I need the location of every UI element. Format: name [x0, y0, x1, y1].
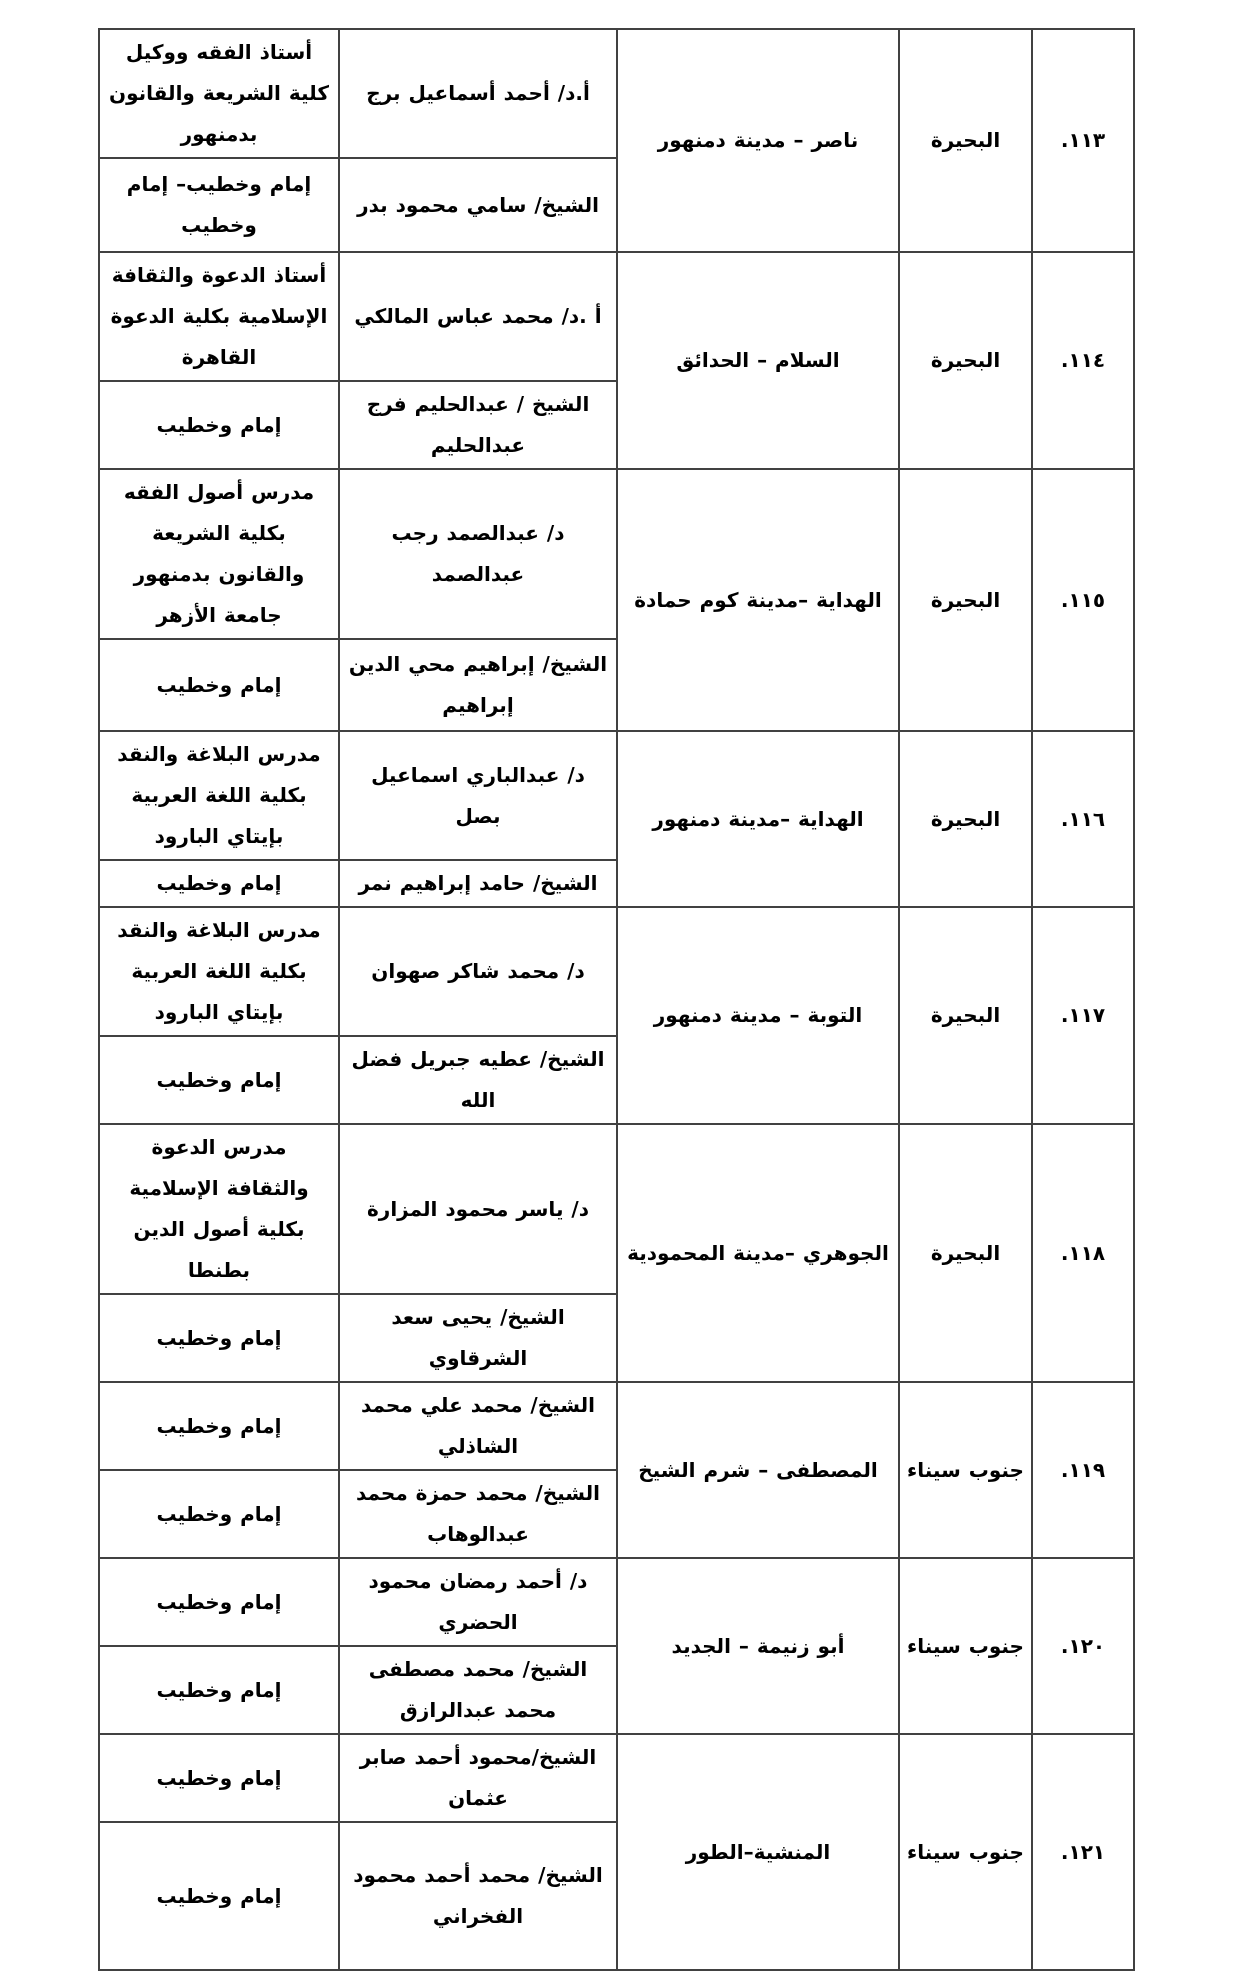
imam-name-cell: الشيخ/ محمد علي محمد الشاذلي: [339, 1382, 617, 1470]
governorate-cell: البحيرة: [899, 252, 1032, 469]
imam-name-cell: الشيخ/ محمد أحمد محمود الفخراني: [339, 1822, 617, 1970]
mosque-cell: المصطفى – شرم الشيخ: [617, 1382, 899, 1558]
imam-name-cell: الشيخ/ عطيه جبريل فضل الله: [339, 1036, 617, 1124]
row-number: ١١٨.: [1032, 1124, 1134, 1382]
position-cell: إمام وخطيب: [99, 1382, 339, 1470]
row-number: ١١٦.: [1032, 731, 1134, 907]
position-cell: إمام وخطيب: [99, 381, 339, 469]
mosque-cell: التوبة – مدينة دمنهور: [617, 907, 899, 1124]
imam-name-cell: د/ أحمد رمضان محمود الحضري: [339, 1558, 617, 1646]
table-row: [99, 731, 1134, 860]
mosque-cell: السلام – الحدائق: [617, 252, 899, 469]
governorate-cell: جنوب سيناء: [899, 1558, 1032, 1734]
imam-name-cell: د/ محمد شاكر صهوان: [339, 907, 617, 1036]
imam-name-cell: أ.د/ أحمد أسماعيل برج: [339, 29, 617, 158]
table-row: [99, 1124, 1134, 1294]
row-number: ١١٤.: [1032, 252, 1134, 469]
position-cell: مدرس أصول الفقه بكلية الشريعة والقانون بدمنهور جامعة الأزهر: [99, 469, 339, 639]
table-row: [99, 469, 1134, 639]
governorate-cell: جنوب سيناء: [899, 1382, 1032, 1558]
table-row: [99, 907, 1134, 1036]
position-cell: إمام وخطيب: [99, 1558, 339, 1646]
mosque-cell: الجوهري –مدينة المحمودية: [617, 1124, 899, 1382]
position-cell: مدرس البلاغة والنقد بكلية اللغة العربية بإيتاي البارود: [99, 731, 339, 860]
governorate-cell: البحيرة: [899, 1124, 1032, 1382]
position-cell: إمام وخطيب: [99, 1470, 339, 1558]
imam-name-cell: د/ عبدالباري اسماعيل بصل: [339, 731, 617, 860]
position-cell: إمام وخطيب: [99, 1036, 339, 1124]
row-number: ١١٧.: [1032, 907, 1134, 1124]
imam-name-cell: الشيخ/ محمد حمزة محمد عبدالوهاب: [339, 1470, 617, 1558]
row-number: ١١٩.: [1032, 1382, 1134, 1558]
row-number: ١٢٠.: [1032, 1558, 1134, 1734]
position-cell: إمام وخطيب– إمام وخطيب: [99, 158, 339, 252]
governorate-cell: البحيرة: [899, 469, 1032, 731]
table-row: [99, 252, 1134, 381]
imam-name-cell: أ .د/ محمد عباس المالكي: [339, 252, 617, 381]
imams-table: [98, 28, 1135, 1971]
table-row: [99, 1382, 1134, 1470]
table-row: [99, 29, 1134, 158]
mosque-cell: ناصر – مدينة دمنهور: [617, 29, 899, 252]
governorate-cell: جنوب سيناء: [899, 1734, 1032, 1970]
governorate-cell: البحيرة: [899, 29, 1032, 252]
mosque-cell: الهداية –مدينة دمنهور: [617, 731, 899, 907]
mosque-cell: أبو زنيمة – الجديد: [617, 1558, 899, 1734]
imam-name-cell: الشيخ/ محمد مصطفى محمد عبدالرازق: [339, 1646, 617, 1734]
position-cell: مدرس البلاغة والنقد بكلية اللغة العربية بإيتاي البارود: [99, 907, 339, 1036]
imam-name-cell: الشيخ/ يحيى سعد الشرقاوي: [339, 1294, 617, 1382]
table-row: [99, 1734, 1134, 1822]
position-cell: أستاذ الفقه ووكيل كلية الشريعة والقانون بدمنهور: [99, 29, 339, 158]
position-cell: إمام وخطيب: [99, 860, 339, 907]
position-cell: إمام وخطيب: [99, 1822, 339, 1970]
governorate-cell: البحيرة: [899, 731, 1032, 907]
position-cell: إمام وخطيب: [99, 1734, 339, 1822]
mosque-cell: الهداية –مدينة كوم حمادة: [617, 469, 899, 731]
row-number: ١١٥.: [1032, 469, 1134, 731]
imam-name-cell: الشيخ/ إبراهيم محي الدين إبراهيم: [339, 639, 617, 731]
imam-name-cell: د/ عبدالصمد رجب عبدالصمد: [339, 469, 617, 639]
position-cell: إمام وخطيب: [99, 1646, 339, 1734]
governorate-cell: البحيرة: [899, 907, 1032, 1124]
imam-name-cell: الشيخ/ سامي محمود بدر: [339, 158, 617, 252]
position-cell: إمام وخطيب: [99, 639, 339, 731]
mosque-cell: المنشية–الطور: [617, 1734, 899, 1970]
imam-name-cell: الشيخ / عبدالحليم فرج عبدالحليم: [339, 381, 617, 469]
imam-name-cell: الشيخ/محمود أحمد صابر عثمان: [339, 1734, 617, 1822]
imam-name-cell: الشيخ/ حامد إبراهيم نمر: [339, 860, 617, 907]
position-cell: أستاذ الدعوة والثقافة الإسلامية بكلية الدعوة القاهرة: [99, 252, 339, 381]
position-cell: إمام وخطيب: [99, 1294, 339, 1382]
row-number: ١١٣.: [1032, 29, 1134, 252]
imam-name-cell: د/ ياسر محمود المزارة: [339, 1124, 617, 1294]
position-cell: مدرس الدعوة والثقافة الإسلامية بكلية أصول الدين بطنطا: [99, 1124, 339, 1294]
table-row: [99, 1558, 1134, 1646]
row-number: ١٢١.: [1032, 1734, 1134, 1970]
